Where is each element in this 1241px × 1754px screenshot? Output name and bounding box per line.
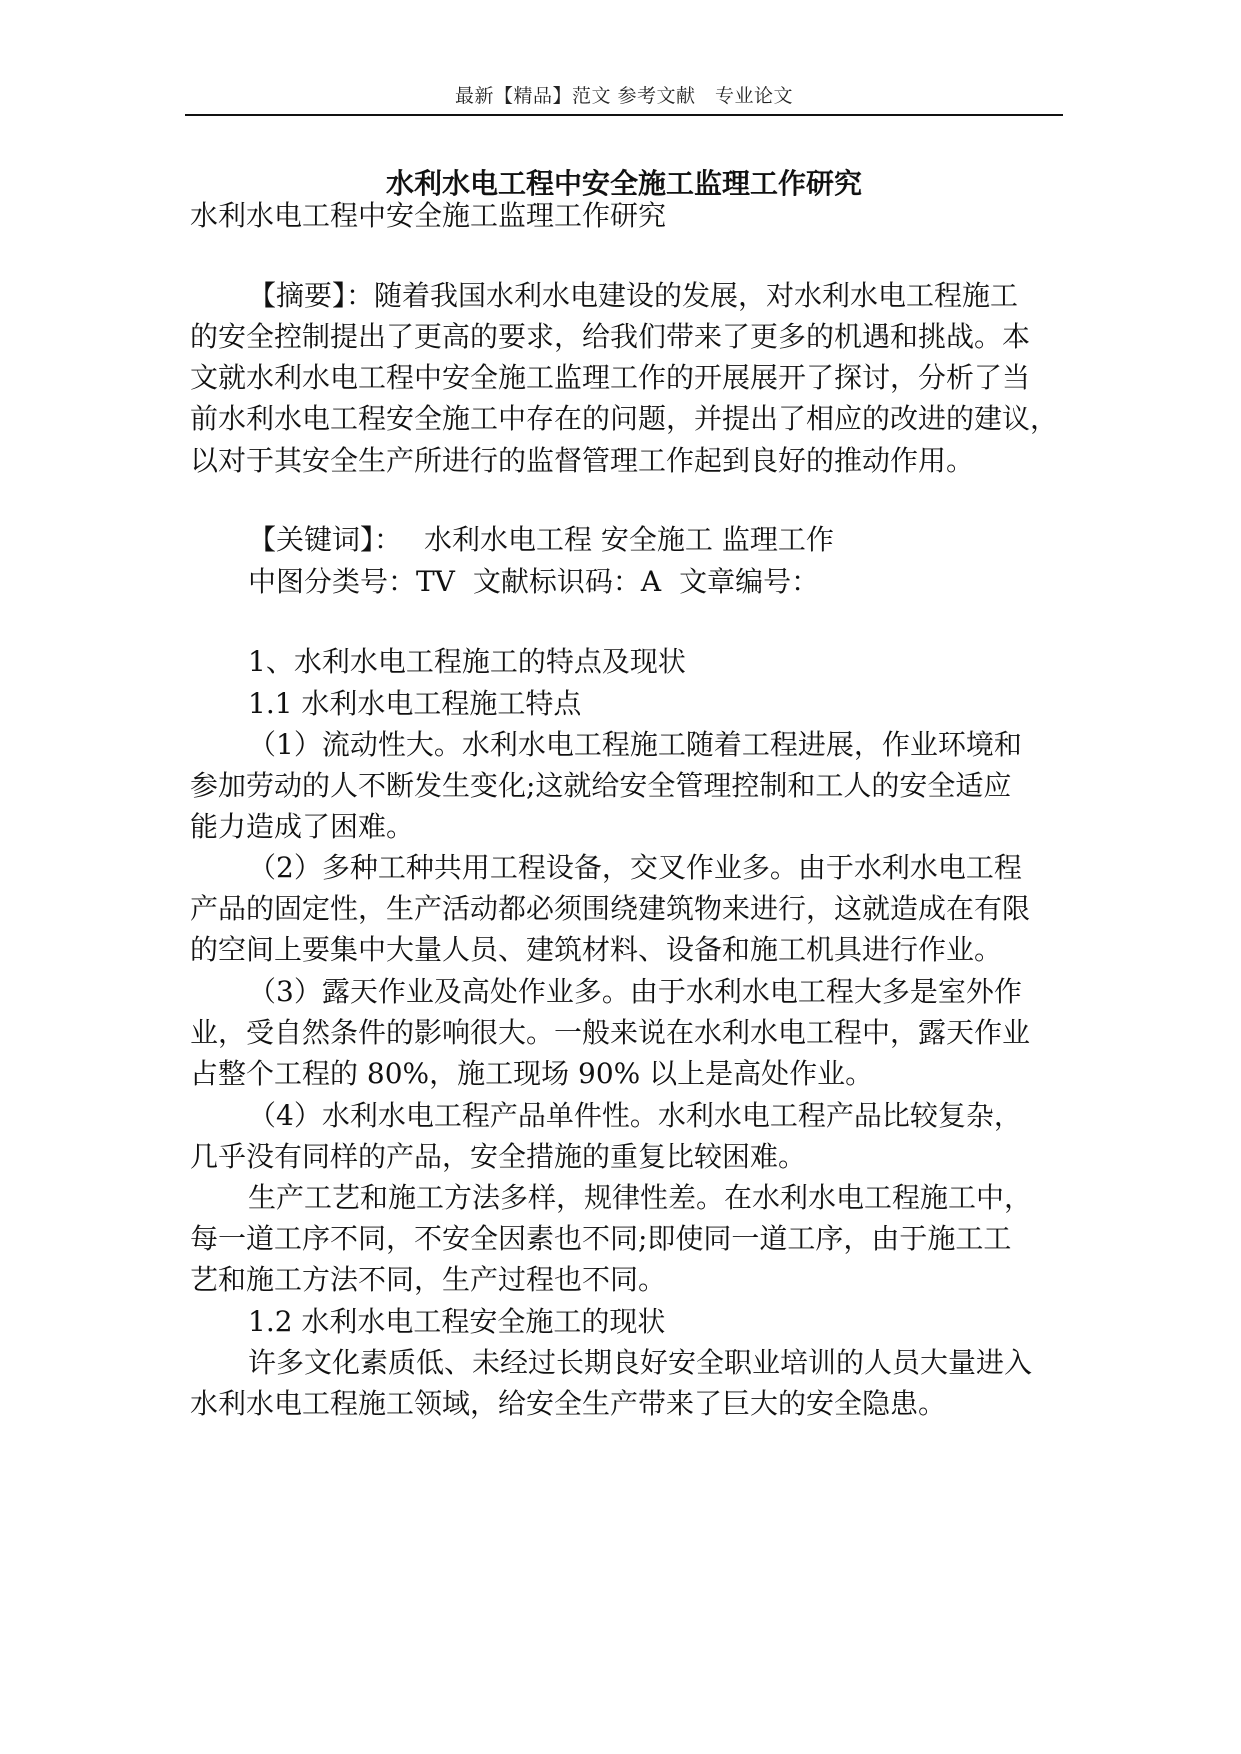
paragraph-line: 几乎没有同样的产品，安全措施的重复比较困难。 bbox=[190, 1140, 807, 1173]
classification-line bbox=[248, 562, 1070, 602]
paragraph-line: 艺和施工方法不同，生产过程也不同。 bbox=[190, 1263, 667, 1296]
keywords-terms: 水利水电工程 安全施工 监理工作 bbox=[424, 523, 834, 556]
paragraph-line: （4）水利水电工程产品单件性。水利水电工程产品比较复杂， bbox=[248, 1099, 1022, 1132]
paragraph-line: 产品的固定性，生产活动都必须围绕建筑物来进行，这就造成在有限 bbox=[190, 892, 1031, 925]
abstract-line: 【摘要】：随着我国水利水电建设的发展，对水利水电工程施工 bbox=[248, 279, 1019, 312]
abstract-line: 前水利水电工程安全施工中存在的问题，并提出了相应的改进的建议， bbox=[190, 402, 1059, 435]
abstract-line: 文就水利水电工程中安全施工监理工作的开展展开了探讨，分析了当 bbox=[190, 361, 1031, 394]
document-title: 水利水电工程中安全施工监理工作研究 bbox=[385, 167, 862, 200]
paragraph-line: 参加劳动的人不断发生变化;这就给安全管理控制和工人的安全适应 bbox=[190, 769, 1012, 802]
paragraph-line: （1）流动性大。水利水电工程施工随着工程进展，作业环境和 bbox=[248, 728, 1022, 761]
keywords-label: 【关键词】： bbox=[248, 523, 403, 556]
paragraph-line: （2）多种工种共用工程设备，交叉作业多。由于水利水电工程 bbox=[248, 851, 1022, 884]
paragraph-line: 生产工艺和施工方法多样，规律性差。在水利水电工程施工中， bbox=[248, 1181, 1033, 1214]
article-number: 文章编号： bbox=[679, 565, 820, 598]
clc-number: 中图分类号：TV bbox=[248, 565, 455, 598]
paragraph-line: 许多文化素质低、未经过长期良好安全职业培训的人员大量进入 bbox=[248, 1346, 1033, 1379]
subsection-heading: 1.1 水利水电工程施工特点 bbox=[248, 687, 582, 720]
paragraph-line: 占整个工程的 80%，施工现场 90% 以上是高处作业。 bbox=[190, 1057, 874, 1090]
header-rule bbox=[185, 114, 1063, 116]
paragraph-line: （3）露天作业及高处作业多。由于水利水电工程大多是室外作 bbox=[248, 975, 1022, 1008]
document-subtitle: 水利水电工程中安全施工监理工作研究 bbox=[190, 199, 667, 232]
document-code: 文献标识码：A bbox=[472, 565, 662, 598]
page-header: 最新【精品】范文 参考文献 专业论文 bbox=[454, 85, 794, 107]
paragraph-line: 水利水电工程施工领域，给安全生产带来了巨大的安全隐患。 bbox=[190, 1387, 947, 1420]
abstract-line: 的安全控制提出了更高的要求，给我们带来了更多的机遇和挑战。本 bbox=[190, 320, 1031, 353]
section-heading: 1、水利水电工程施工的特点及现状 bbox=[248, 645, 686, 678]
paragraph-line: 能力造成了困难。 bbox=[190, 810, 415, 843]
subsection-heading: 1.2 水利水电工程安全施工的现状 bbox=[248, 1305, 666, 1338]
keywords-line bbox=[248, 520, 1070, 560]
paragraph-line: 业，受自然条件的影响很大。一般来说在水利水电工程中，露天作业 bbox=[190, 1016, 1031, 1049]
paragraph-line: 的空间上要集中大量人员、建筑材料、设备和施工机具进行作业。 bbox=[190, 933, 1003, 966]
paragraph-line: 每一道工序不同，不安全因素也不同;即使同一道工序，由于施工工 bbox=[190, 1222, 1012, 1255]
abstract-line: 以对于其安全生产所进行的监督管理工作起到良好的推动作用。 bbox=[190, 444, 975, 477]
